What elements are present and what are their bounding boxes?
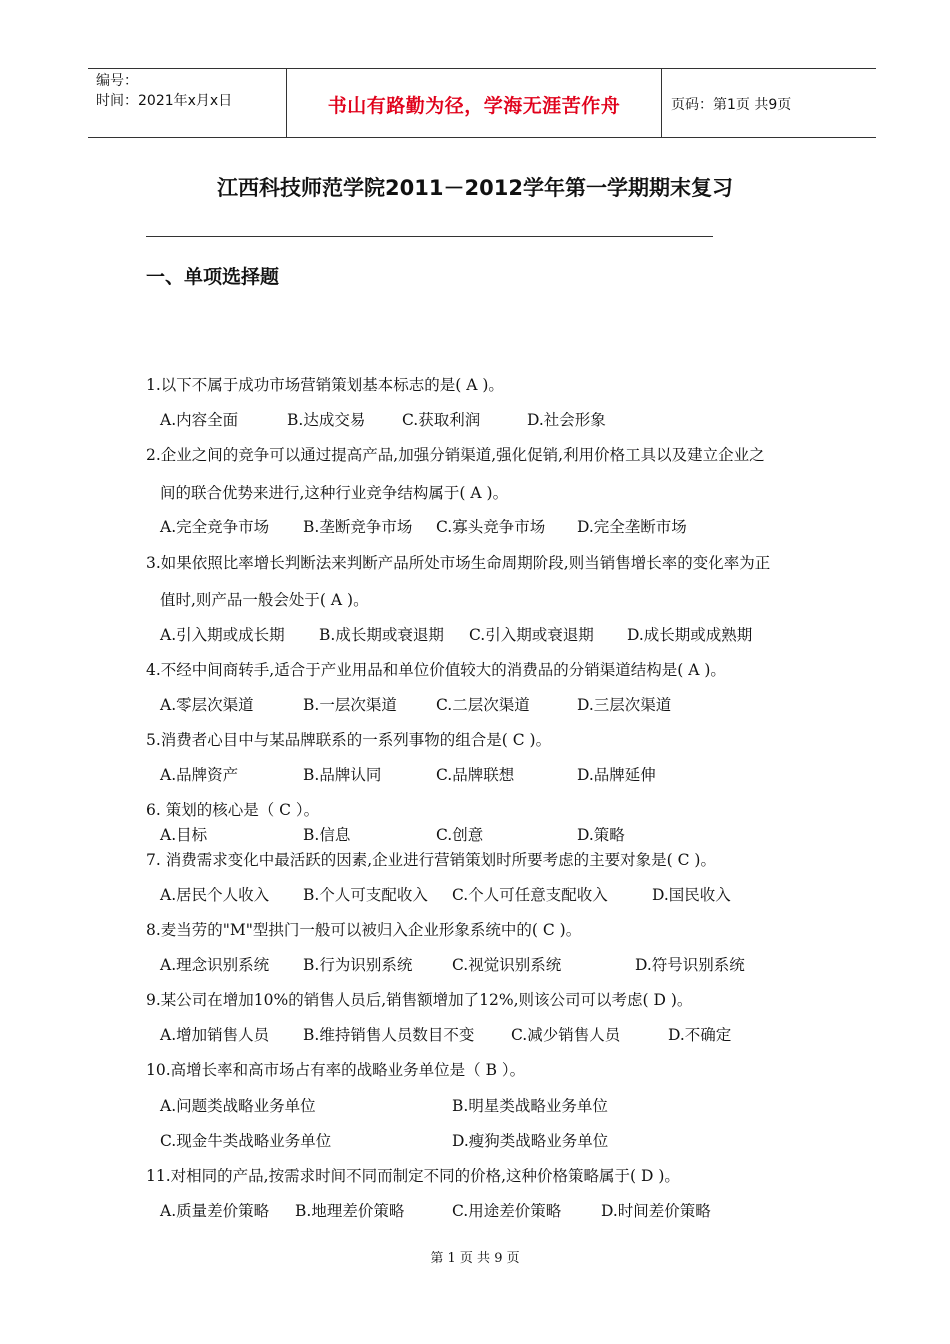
section-title: 一、单项选择题 <box>146 266 280 288</box>
option-10c: C.现金牛类战略业务单位 <box>160 1132 332 1150</box>
option-8b: B.行为识别系统 <box>303 956 413 974</box>
option-6d: D.策略 <box>577 826 625 844</box>
option-2a: A.完全竞争市场 <box>160 518 270 536</box>
option-3d: D.成长期或成熟期 <box>627 626 753 644</box>
option-8d: D.符号识别系统 <box>635 956 745 974</box>
question-3-cont: 值时,则产品一般会处于( A )。 <box>160 591 369 609</box>
question-2-cont: 间的联合优势来进行,这种行业竞争结构属于( A )。 <box>160 484 509 502</box>
code-label: 编号： <box>96 73 138 89</box>
page-info: 页码：第1页 共9页 <box>671 97 792 113</box>
option-9c: C.减少销售人员 <box>511 1026 621 1044</box>
header-page-cell <box>661 69 876 137</box>
question-9: 9.某公司在增加10%的销售人员后,销售额增加了12%,则该公司可以考虑( D )。 <box>146 991 693 1009</box>
option-10d: D.瘦狗类战略业务单位 <box>452 1132 609 1150</box>
option-6c: C.创意 <box>436 826 484 844</box>
option-6b: B.信息 <box>303 826 351 844</box>
option-1a: A.内容全面 <box>160 411 239 429</box>
question-3: 3.如果依照比率增长判断法来判断产品所处市场生命周期阶段,则当销售增长率的变化率为正 <box>146 554 771 572</box>
option-1c: C.获取利润 <box>402 411 481 429</box>
page-footer: 第 1 页 共 9 页 <box>430 1251 520 1266</box>
question-11: 11.对相同的产品,按需求时间不同而制定不同的价格,这种价格策略属于( D )。 <box>146 1167 680 1185</box>
question-6: 6. 策划的核心是（ C ）。 <box>146 801 320 819</box>
option-2c: C.寡头竞争市场 <box>436 518 546 536</box>
option-3a: A.引入期或成长期 <box>160 626 285 644</box>
option-7d: D.国民收入 <box>652 886 731 904</box>
option-5d: D.品牌延伸 <box>577 766 656 784</box>
option-10a: A.问题类战略业务单位 <box>160 1097 316 1115</box>
option-9b: B.维持销售人员数目不变 <box>303 1026 475 1044</box>
question-1: 1.以下不属于成功市场营销策划基本标志的是( A )。 <box>146 376 504 394</box>
option-3c: C.引入期或衰退期 <box>469 626 594 644</box>
option-1d: D.社会形象 <box>527 411 606 429</box>
option-4b: B.一层次渠道 <box>303 696 397 714</box>
option-4d: D.三层次渠道 <box>577 696 672 714</box>
option-8c: C.视觉识别系统 <box>452 956 562 974</box>
option-7a: A.居民个人收入 <box>160 886 270 904</box>
option-2b: B.垄断竞争市场 <box>303 518 413 536</box>
question-8: 8.麦当劳的"M"型拱门一般可以被归入企业形象系统中的( C )。 <box>146 921 582 939</box>
question-4: 4.不经中间商转手,适合于产业用品和单位价值较大的消费品的分销渠道结构是( A )。 <box>146 661 726 679</box>
option-3b: B.成长期或衰退期 <box>319 626 444 644</box>
page-header <box>88 68 876 138</box>
option-9a: A.增加销售人员 <box>160 1026 270 1044</box>
option-7c: C.个人可任意支配收入 <box>452 886 608 904</box>
option-2d: D.完全垄断市场 <box>577 518 687 536</box>
option-11a: A.质量差价策略 <box>160 1202 270 1220</box>
question-2: 2.企业之间的竞争可以通过提高产品,加强分销渠道,强化促销,利用价格工具以及建立企业之 <box>146 446 765 464</box>
question-5: 5.消费者心目中与某品牌联系的一系列事物的组合是( C )。 <box>146 731 552 749</box>
option-6a: A.目标 <box>160 826 208 844</box>
header-meta <box>88 69 286 137</box>
option-4c: C.二层次渠道 <box>436 696 530 714</box>
option-5b: B.品牌认同 <box>303 766 382 784</box>
option-8a: A.理念识别系统 <box>160 956 270 974</box>
question-10: 10.高增长率和高市场占有率的战略业务单位是（ B ）。 <box>146 1061 526 1079</box>
option-7b: B.个人可支配收入 <box>303 886 428 904</box>
option-5a: A.品牌资产 <box>160 766 239 784</box>
question-7: 7. 消费需求变化中最活跃的因素,企业进行营销策划时所要考虑的主要对象是( C )。 <box>146 851 716 869</box>
time-label: 时间：2021年x月x日 <box>96 93 233 109</box>
option-11d: D.时间差价策略 <box>601 1202 711 1220</box>
option-10b: B.明星类战略业务单位 <box>452 1097 608 1115</box>
option-11b: B.地理差价策略 <box>295 1202 405 1220</box>
option-5c: C.品牌联想 <box>436 766 515 784</box>
motto: 书山有路勤为径，学海无涯苦作舟 <box>327 95 621 117</box>
option-9d: D.不确定 <box>668 1026 732 1044</box>
option-11c: C.用途差价策略 <box>452 1202 562 1220</box>
title-divider <box>146 236 713 237</box>
option-1b: B.达成交易 <box>287 411 366 429</box>
document-title: 江西科技师范学院2011－2012学年第一学期期末复习 <box>217 176 733 200</box>
header-motto-cell <box>286 69 662 137</box>
option-4a: A.零层次渠道 <box>160 696 254 714</box>
